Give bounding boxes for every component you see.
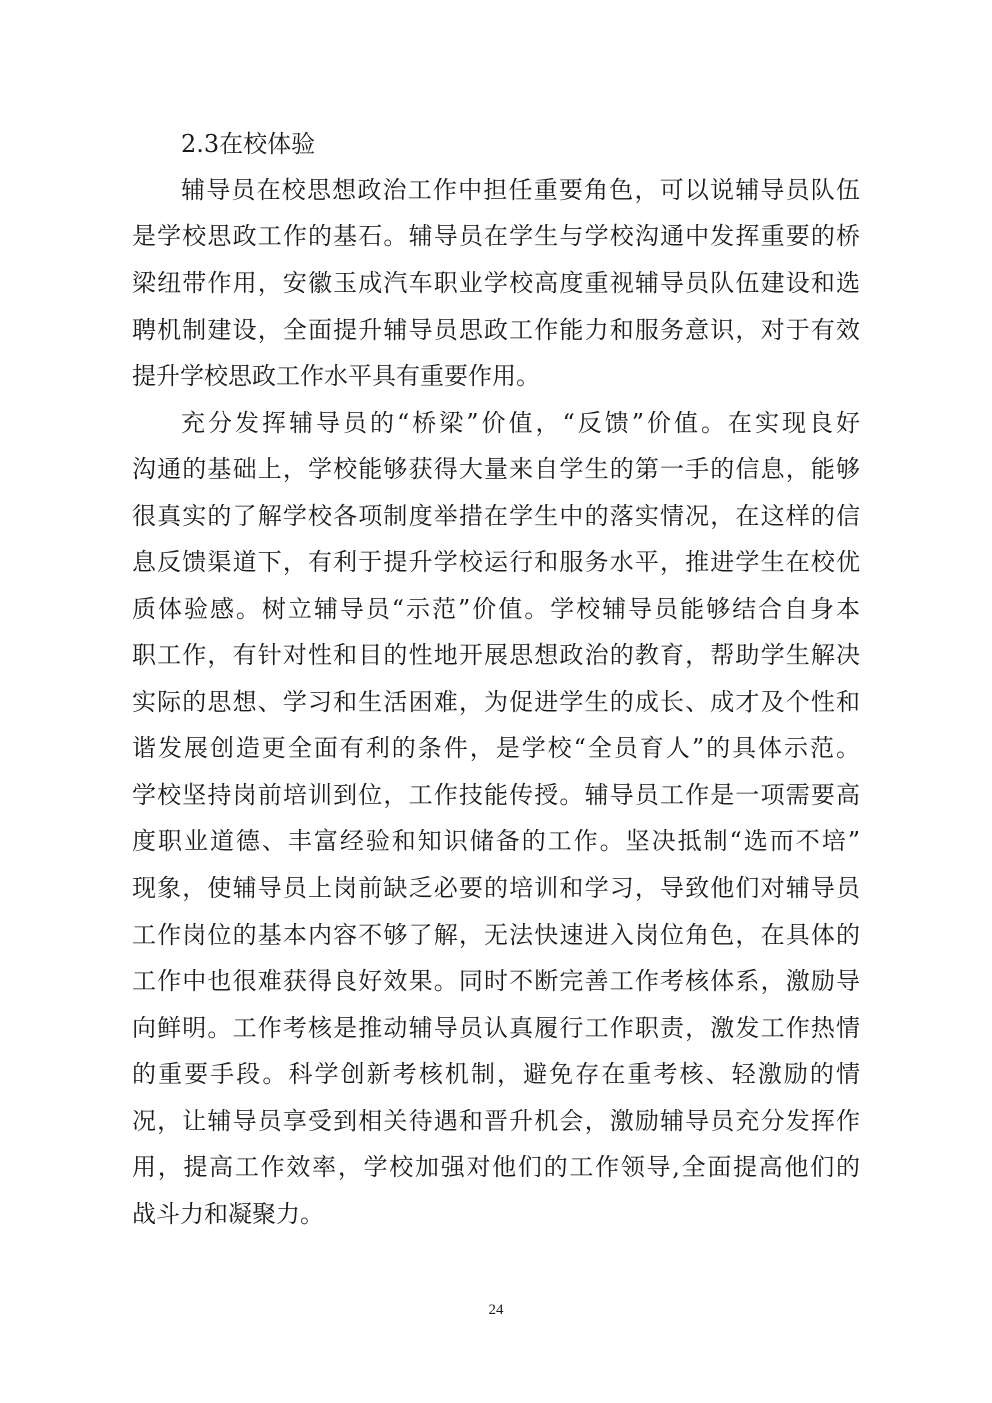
- body-line-22: 用，提高工作效率，学校加强对他们的工作领导,全面提高他们的: [132, 1153, 860, 1181]
- body-line-2: 是学校思政工作的基石。辅导员在学生与学校沟通中发挥重要的桥: [132, 222, 860, 250]
- page-number: 24: [488, 1302, 504, 1318]
- body-line-9: 息反馈渠道下，有利于提升学校运行和服务水平，推进学生在校优: [132, 548, 860, 576]
- body-line-10: 质体验感。树立辅导员“示范”价值。学校辅导员能够结合自身本: [132, 595, 860, 623]
- body-line-4: 聘机制建设，全面提升辅导员思政工作能力和服务意识，对于有效: [132, 316, 860, 344]
- body-line-15: 度职业道德、丰富经验和知识储备的工作。坚决抵制“选而不培”: [132, 827, 860, 855]
- body-line-8: 很真实的了解学校各项制度举措在学生中的落实情况，在这样的信: [132, 502, 860, 530]
- body-line-13: 谐发展创造更全面有利的条件，是学校“全员育人”的具体示范。: [132, 734, 860, 762]
- body-line-7: 沟通的基础上，学校能够获得大量来自学生的第一手的信息，能够: [132, 455, 860, 483]
- body-line-16: 现象，使辅导员上岗前缺乏必要的培训和学习，导致他们对辅导员: [132, 874, 860, 902]
- body-line-19: 向鲜明。工作考核是推动辅导员认真履行工作职责，激发工作热情: [132, 1014, 860, 1042]
- section-heading: 2.3在校体验: [181, 130, 316, 158]
- body-line-17: 工作岗位的基本内容不够了解，无法快速进入岗位角色，在具体的: [132, 921, 860, 949]
- body-line-14: 学校坚持岗前培训到位，工作技能传授。辅导员工作是一项需要高: [132, 781, 860, 809]
- body-line-12: 实际的思想、学习和生活困难，为促进学生的成长、成才及个性和: [132, 688, 860, 716]
- body-line-20: 的重要手段。科学创新考核机制，避免存在重考核、轻激励的情: [132, 1060, 860, 1088]
- body-line-3: 梁纽带作用，安徽玉成汽车职业学校高度重视辅导员队伍建设和选: [132, 269, 860, 297]
- body-line-21: 况，让辅导员享受到相关待遇和晋升机会，激励辅导员充分发挥作: [132, 1107, 860, 1135]
- body-line-1: 辅导员在校思想政治工作中担任重要角色，可以说辅导员队伍: [181, 176, 860, 204]
- body-line-23: 战斗力和凝聚力。: [132, 1200, 324, 1228]
- body-line-11: 职工作，有针对性和目的性地开展思想政治的教育，帮助学生解决: [132, 641, 860, 669]
- body-line-6: 充分发挥辅导员的“桥梁”价值，“反馈”价值。在实现良好: [181, 409, 860, 437]
- body-line-5: 提升学校思政工作水平具有重要作用。: [132, 362, 540, 390]
- body-line-18: 工作中也很难获得良好效果。同时不断完善工作考核体系，激励导: [132, 967, 860, 995]
